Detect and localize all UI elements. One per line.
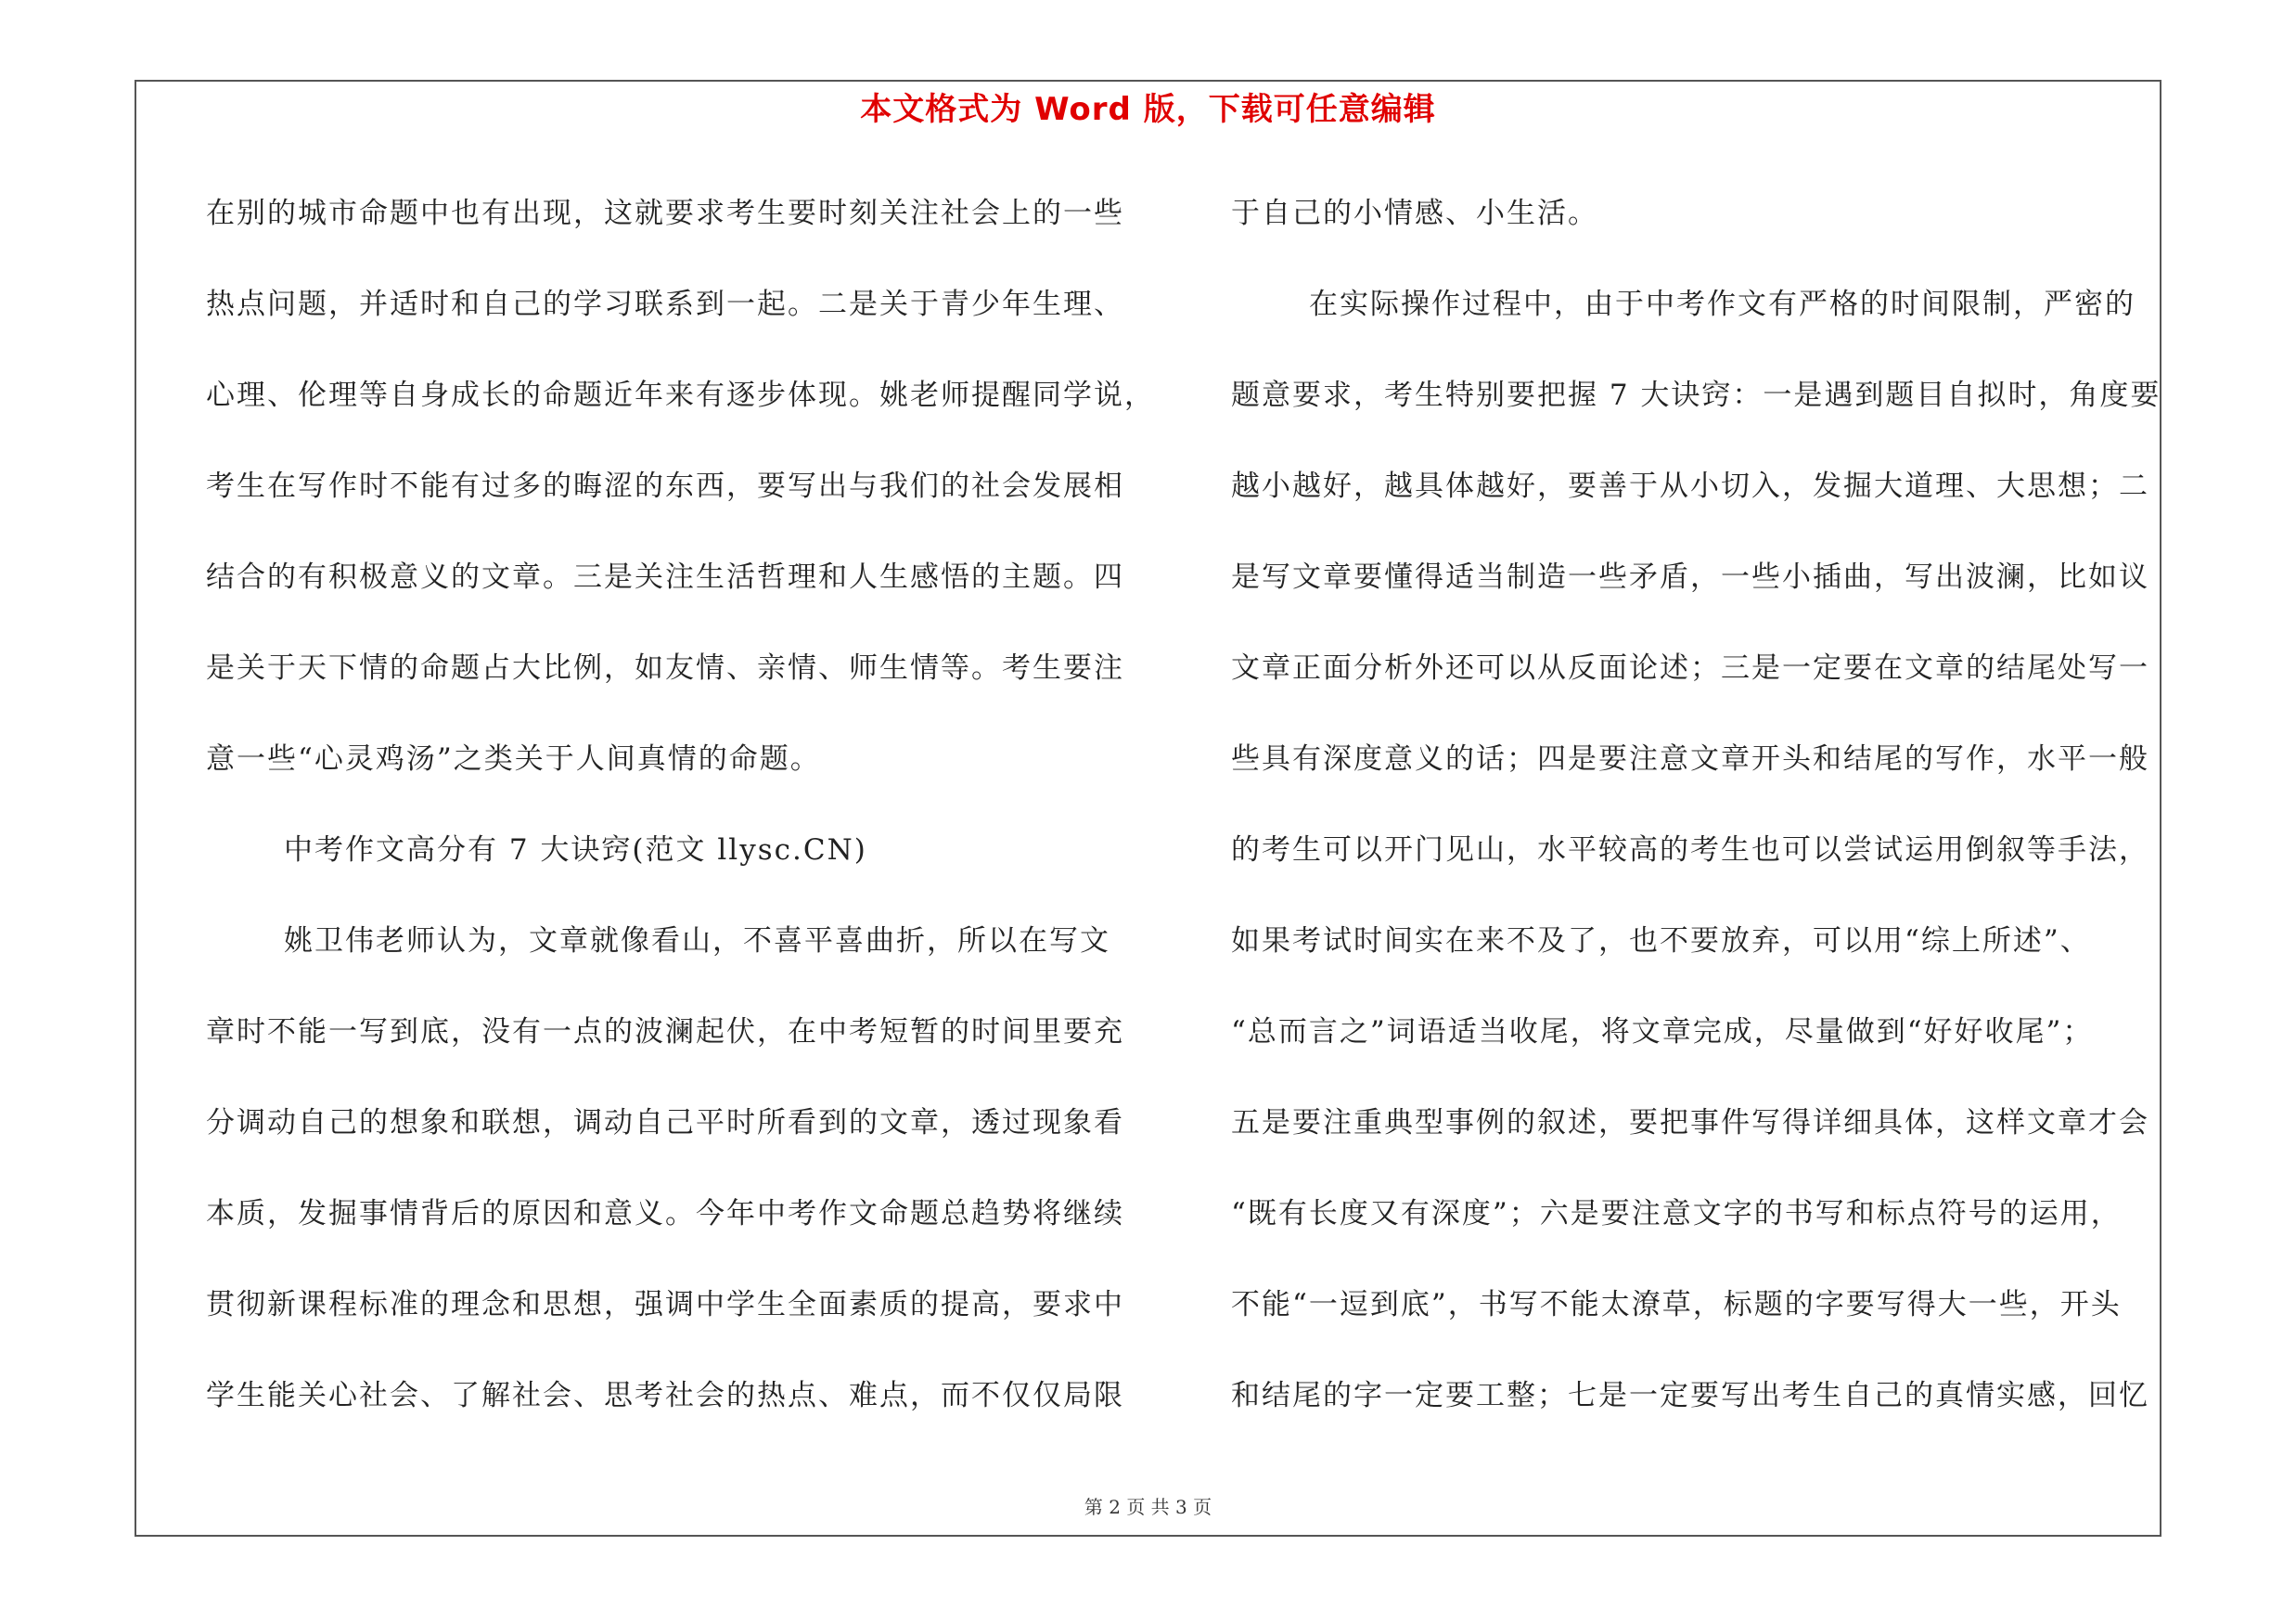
text-line: 意一些“心灵鸡汤”之类关于人间真情的命题。 (206, 742, 821, 776)
text-line: 不能“一逗到底”，书写不能太潦草，标题的字要写得大一些，开头 (1231, 1288, 2122, 1321)
text-line: 章时不能一写到底，没有一点的波澜起伏，在中考短暂的时间里要充 (206, 1015, 1124, 1049)
text-line: 于自己的小情感、小生活。 (1231, 197, 1598, 230)
text-line: 分调动自己的想象和联想，调动自己平时所看到的文章，透过现象看 (206, 1106, 1124, 1140)
text-line: 越小越好，越具体越好，要善于从小切入，发掘大道理、大思想；二 (1231, 470, 2149, 503)
text-line: 和结尾的字一定要工整；七是一定要写出考生自己的真情实感，回忆 (1231, 1379, 2149, 1412)
text-line: 是关于天下情的命题占大比例，如友情、亲情、师生情等。考生要注 (206, 651, 1124, 685)
text-line: 五是要注重典型事例的叙述，要把事件写得详细具体，这样文章才会 (1231, 1106, 2149, 1140)
text-line: 文章正面分析外还可以从反面论述；三是一定要在文章的结尾处写一 (1231, 651, 2149, 685)
text-line: “既有长度又有深度”；六是要注意文字的书写和标点符号的运用， (1231, 1197, 2122, 1230)
page-number-footer: 第 2 页 共 3 页 (1084, 1496, 1212, 1518)
text-line: 在别的城市命题中也有出现，这就要求考生要时刻关注社会上的一些 (206, 197, 1124, 230)
left-column (206, 184, 1155, 1457)
text-line: 在实际操作过程中，由于中考作文有严格的时间限制，严密的 (1309, 288, 2136, 321)
text-line: 心理、伦理等自身成长的命题近年来有逐步体现。姚老师提醒同学说， (206, 379, 1155, 412)
text-line: 结合的有积极意义的文章。三是关注生活哲理和人生感悟的主题。四 (206, 560, 1124, 594)
text-line: 本质，发掘事情背后的原因和意义。今年中考作文命题总趋势将继续 (206, 1197, 1124, 1230)
section-heading: 中考作文高分有 7 大诀窍(范文 llysc.CN) (284, 833, 867, 867)
format-banner: 本文格式为 Word 版，下载可任意编辑 (860, 91, 1436, 128)
text-line: 考生在写作时不能有过多的晦涩的东西，要写出与我们的社会发展相 (206, 470, 1124, 503)
text-line: 题意要求，考生特别要把握 7 大诀窍：一是遇到题目自拟时，角度要 (1231, 379, 2161, 412)
text-line: 如果考试时间实在来不及了，也不要放弃，可以用“综上所述”、 (1231, 924, 2091, 958)
text-line: 热点问题，并适时和自己的学习联系到一起。二是关于青少年生理、 (206, 288, 1124, 321)
text-line: “总而言之”词语适当收尾，将文章完成，尽量做到“好好收尾”； (1231, 1015, 2094, 1049)
text-line: 些具有深度意义的话；四是要注意文章开头和结尾的写作，水平一般 (1231, 742, 2149, 776)
text-line: 的考生可以开门见山，水平较高的考生也可以尝试运用倒叙等手法， (1231, 833, 2149, 867)
text-line: 贯彻新课程标准的理念和思想，强调中学生全面素质的提高，要求中 (206, 1288, 1124, 1321)
text-line: 学生能关心社会、了解社会、思考社会的热点、难点，而不仅仅局限 (206, 1379, 1124, 1412)
right-column (1231, 184, 2159, 1457)
text-line: 是写文章要懂得适当制造一些矛盾，一些小插曲，写出波澜，比如议 (1231, 560, 2149, 594)
text-line: 姚卫伟老师认为，文章就像看山，不喜平喜曲折，所以在写文 (284, 924, 1110, 958)
